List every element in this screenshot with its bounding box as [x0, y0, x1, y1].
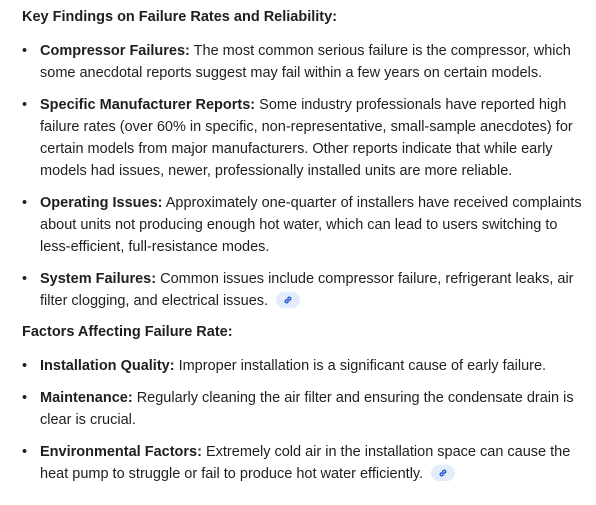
key-findings-list — [22, 40, 588, 312]
item-text: Some industry professionals have reported high failure rates (over 60% in specific, non-representative, small-sample anecdotes) for certain models from major manufacturers. Other reports indicate that while early models had issues, newer, professionally installed units are more reliable. — [40, 97, 573, 179]
item-text: Improper installation is a significant cause of early failure. — [174, 358, 547, 374]
list-item — [22, 40, 588, 84]
item-title: Specific Manufacturer Reports: — [40, 97, 256, 113]
item-title: Environmental Factors: — [40, 444, 202, 460]
source-link-chip[interactable] — [276, 292, 300, 308]
list-item — [22, 387, 588, 431]
link-icon — [438, 468, 448, 478]
item-text: Regularly cleaning the air filter and ensuring the condensate drain is clear is crucial. — [40, 390, 574, 428]
item-text: The most common serious failure is the compressor, which some anecdotal reports suggest may fail within a few years on certain models. — [40, 43, 571, 81]
item-title: Operating Issues: — [40, 195, 163, 211]
item-text: Approximately one-quarter of installers have received complaints about units not producing enough hot water, which can lead to users switching to less-efficient, full-resistance modes. — [40, 195, 582, 255]
source-link-chip[interactable] — [431, 465, 455, 481]
factors-list — [22, 355, 588, 485]
link-icon — [283, 295, 293, 305]
bullet: • — [22, 390, 28, 406]
list-item — [22, 192, 588, 258]
section-heading-key-findings: Key Findings on Failure Rates and Reliability: — [22, 9, 338, 25]
item-title: Maintenance: — [40, 390, 133, 406]
item-text: Extremely cold air in the installation space can cause the heat pump to struggle or fail to produce hot water efficiently. — [40, 444, 571, 482]
item-title: System Failures: — [40, 271, 157, 287]
bullet: • — [22, 43, 28, 59]
bullet: • — [22, 97, 28, 113]
bullet: • — [22, 195, 28, 211]
list-item — [22, 355, 588, 377]
item-title: Compressor Failures: — [40, 43, 190, 59]
bullet: • — [22, 358, 28, 374]
item-text: Common issues include compressor failure, refrigerant leaks, air filter clogging, and electrical issues. — [40, 271, 574, 309]
list-item — [22, 94, 588, 182]
bullet: • — [22, 271, 28, 287]
list-item — [22, 268, 588, 312]
item-title: Installation Quality: — [40, 358, 175, 374]
bullet: • — [22, 444, 28, 460]
section-heading-factors: Factors Affecting Failure Rate: — [22, 324, 233, 340]
list-item — [22, 441, 588, 485]
